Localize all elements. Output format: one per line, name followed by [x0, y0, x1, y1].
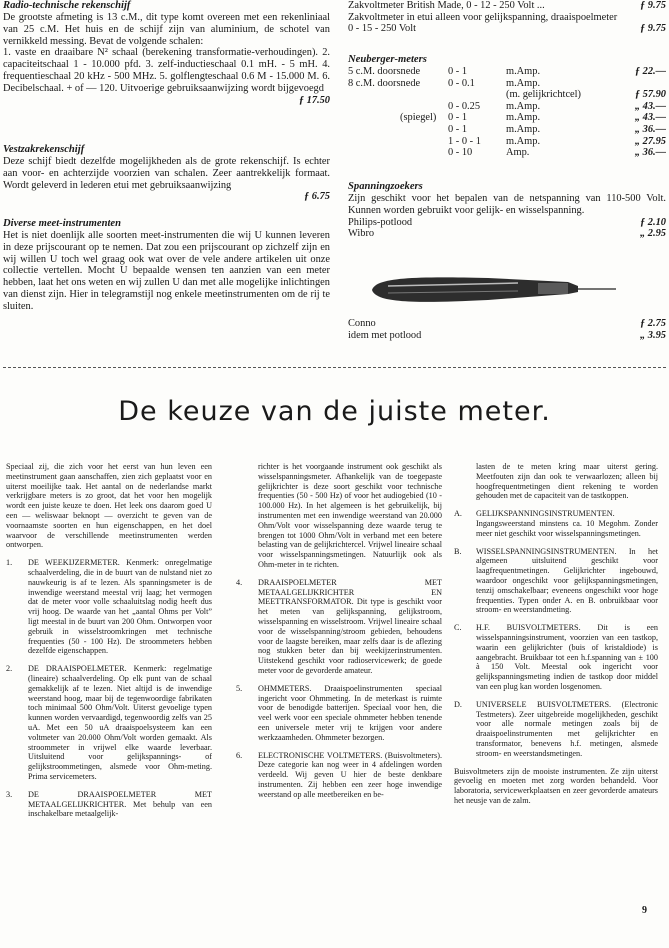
- zakvoltmeter-line2: Zakvoltmeter in etui alleen voor gelijkspanning, draaispoelmeter 0 - 15 - 250 Volt: [348, 11, 618, 35]
- item-letter: C.: [454, 623, 462, 633]
- spanningzoekers-conno: [348, 318, 666, 341]
- item-number: 3.: [6, 789, 13, 799]
- neuberger-row: [348, 147, 666, 159]
- neuberger-row: [348, 136, 666, 148]
- spanningzoeker-name: Conno: [348, 318, 376, 329]
- vestzak-price: ƒ 6.75: [304, 191, 330, 203]
- article-column-3: [454, 462, 658, 806]
- zakvoltmeter-line1: Zakvoltmeter British Made, 0 - 12 - 250 Volt ...: [348, 0, 545, 11]
- neuberger-row: [348, 89, 666, 101]
- item-number: 2.: [6, 664, 13, 674]
- diverse-heading: Diverse meet-instrumenten: [3, 218, 121, 229]
- neuberger-row: [348, 101, 666, 113]
- article-item-draaispoelmeter: DE DRAAISPOELMETER. Kenmerk: regelmatige (lineaire) schaalverdeling. Op elk punt van de schaal gemakkelijk af te lezen. Niet altijd is de inwendige weerstand hoog, maar bij de tegenwoordige fabrikaten toch minimaal 500 Ohm/Volt. Uiterst gevoelige typen kunnen worden vervaardigd, tegenwoordig zelfs van 25 uA. Met een 50 uA draaispoelsysteem kan een voltmeter van 20.000 Ohm/Volt worden gemaakt. Als stroommeter in vrijwel elke waarde leverbaar. Uitsluitend voor gelijkspannings- of gelijkstroommetingen, alsmede voor Ohm-meting. Prima servicemeters.: [28, 664, 212, 781]
- spanningzoeker-name: Philips-potlood: [348, 216, 413, 228]
- radio-rekenschijf-section: [3, 0, 330, 106]
- article-item-b: WISSELSPANNINGSINSTRUMENTEN. In het algemeen uitsluitend geschikt voor laagfrequentmetingen. Gelijkrichter ingebouwd, waardoor ongeschikt voor gelijkspanningsmetingen, tenzij omschakelbaar; eveneens ongeschikt voor hoge frequenties. Typen onder A. en B. onbruikbaar voor stroom- en weerstandmeting.: [476, 546, 658, 615]
- neuberger-unit: m.Amp.: [506, 77, 541, 89]
- radio-rekenschijf-body: De grootste afmeting is 13 c.M., dit type komt overeen met een rekenliniaal van 25 c.M. Het huis en de schijf zijn van aluminium, de schotel van vernikkeld messing. Bevat de volgende schalen:: [3, 12, 330, 47]
- diverse-body: Het is niet doenlijk alle soorten meet-instrumenten die wij U kunnen leveren in deze prijscourant op te nemen. Dat zou een prijscourant op zichzelf zijn en wij willen U toch wel graag ook wat over de vele andere artikelen uit onze collectie vertellen. Mocht U bepaalde wensen ten aanzien van een meter hebben, laat het ons weten en wij zullen U dan met alle mogelijke inlichtingen van dienst zijn. Hier in telegramstijl nog enkele meetinstrumenten om de rij te sluiten.: [3, 230, 330, 312]
- neuberger-row: [348, 78, 666, 90]
- article-item-ohmmeters: OHMMETERS. Draaispoelinstrumenten speciaal ingericht voor Ohmmeting. In de meterkast is ruimte voor de benodigde batterijen. Speciaal voor hen, die veel werk voor een speciale ohmmeter hebben tenende een universele meter vrij te krijgen voor andere werkzaamheden. Ohmmeter bezorgen.: [258, 683, 442, 742]
- neuberger-price: ƒ 22.—: [634, 66, 666, 77]
- article-item-d: UNIVERSELE BUISVOLTMETERS. (Electronic Testmeters). Zeer uitgebreide mogelijkheden, geschikt voor alle normale metingen zoals bij de draaispoelinstrumenten met gelijkrichter en transformator, benevens h.f. metingen, alsmede stroom- en weerstandsmetingen.: [476, 699, 658, 758]
- article-item-meettransformator: DRAAISPOELMETER MET METAALGELIJKRICHTER EN MEETTRANSFORMATOR. Dit type is geschikt voor het meten van gelijkspanning, gelijkstroom, wisselspanning en wisselstroom. Vrijwel lineaire schaal voor de wisselspanning/stroom gebieden, behoudens voor de laagste bereiken, maar zelfs daar is de aflezing nog stukken beter dan bij weekijzerinstrumenten. Uitstekend geschikt voor radioservicewerk; de goede meter voor de gevorderde amateur.: [258, 577, 442, 675]
- neuberger-size: 8 c.M. doorsnede: [348, 77, 421, 89]
- zakvoltmeter-price1: ƒ 9.75: [640, 0, 666, 11]
- neuberger-unit: (m. gelijkrichtcel): [506, 89, 582, 101]
- neuberger-price: „ 36.—: [634, 147, 666, 159]
- vestzak-section: [3, 144, 330, 203]
- item-letter: B.: [454, 546, 462, 556]
- spanningzoekers-heading: Spanningzoekers: [348, 181, 423, 192]
- vestzak-body: Deze schijf biedt dezelfde mogelijkheden als de grote rekenschijf. Is echter aan voor- en achterzijde voorzien van schalen. Zeer aantrekkelijk formaat. Wordt geleverd in lederen etui met gebruiksaanwijzing: [3, 156, 330, 191]
- zakvoltmeter-price2: ƒ 9.75: [640, 23, 666, 35]
- zakvoltmeter-section: [348, 0, 666, 35]
- article-continuation: lasten de te meten kring maar uiterst gering. Meetfouten zijn dan ook te verwaarlozen; alleen bij hoogfrequentmetingen dient rekening te worden gehouden met de capaciteit van de tastkoppen.: [476, 462, 658, 501]
- neuberger-unit: m.Amp.: [506, 66, 541, 77]
- item-number: 4.: [236, 577, 243, 587]
- spanningzoeker-name: Wibro: [348, 228, 375, 240]
- neuberger-range: 1 - 0 - 1: [448, 135, 481, 147]
- spanningzoeker-name: idem met potlood: [348, 329, 422, 341]
- neuberger-range: 0 - 1: [448, 112, 468, 124]
- item-number: 6.: [236, 750, 243, 760]
- spanningzoeker-price: ƒ 2.75: [640, 318, 666, 329]
- neuberger-unit: Amp.: [506, 147, 530, 159]
- article-column-1: [6, 462, 212, 819]
- neuberger-range: 0 - 0.1: [448, 77, 475, 89]
- diverse-section: [3, 218, 330, 313]
- radio-rekenschijf-heading: Radio-technische rekenschijf: [3, 0, 131, 11]
- article-continuation: richter is het voorgaande instrument ook geschikt als wisselspanningsmeter. Afhankelijk van de toegepaste gelijkrichter is deze soort geschikt voor technische frequenties (50 - 500 Hz) of voor het audiogebied (10 - 100.000 Hz). In het algemeen is het gebruikelijk, bij instrumenten met een inwendige weerstand van 20.000 Ohm/Volt voor wisselspanning deze waarde terug te brengen tot 1000 Ohm/Volt in verband met een betere belasting van de gelijkrichtercel. Vrijwel lineaire schaal voor wisselspanningsmetingen. Natuurlijk ook als Ohm-meter in te richten.: [258, 462, 442, 569]
- neuberger-unit: m.Amp.: [506, 123, 541, 135]
- neuberger-range: 0 - 10: [448, 147, 473, 159]
- spanningzoeker-price: „ 2.95: [640, 228, 666, 240]
- neuberger-row: [348, 124, 666, 136]
- neuberger-note: (spiegel): [400, 112, 437, 124]
- radio-rekenschijf-price: ƒ 17.50: [298, 94, 330, 106]
- article-intro: Speciaal zij, die zich voor het eerst van hun leven een meetinstrument gaan aanschaffen, zien zich geplaatst voor en uiterst moeilijke taak. Het aantal on de nederlandse markt verkrijgbare meters is zo groot, dat het voor hen mogelijk wordt een juiste keuze te doen. Het leek ons daarom goed U een — weliswaar beknopt — overzicht te geven van de voornaamste soorten en hun eigenschappen, en het doel waarvoor de verschillende meetinstrumenten werden ontworpen.: [6, 462, 212, 550]
- neuberger-unit: m.Amp.: [506, 100, 541, 112]
- item-number: 5.: [236, 683, 243, 693]
- article-title: De keuze van de juiste meter.: [118, 396, 551, 427]
- article-item-a: GELIJKSPANNINGSINSTRUMENTEN. Ingangsweerstand minstens ca. 10 Megohm. Zonder meer niet geschikt voor wisselspanningsmetingen.: [476, 509, 658, 538]
- neuberger-heading: Neuberger-meters: [348, 54, 427, 65]
- radio-rekenschijf-scales: 1. vaste en draaibare N² schaal (berekening transformatie-verhoudingen). 2. capaciteitschaal 1 - 10.000 pfd. 3. zelf-inductieschaal 0.1 mH. - 5 mH. 4. frequentieschaal 20 kHz - 500 MHz. 5. golflengteschaal 0.6 M - 15.000 M. 6. Decibelschaal. + of — 120. Uitvoerige gebruiksaanwijzing wordt bijgevoegd: [3, 47, 330, 94]
- neuberger-range: 0 - 0.25: [448, 100, 481, 112]
- item-number: 1.: [6, 558, 13, 568]
- spanningzoekers-body: Zijn geschikt voor het bepalen van de netspanning van 110-500 Volt. Kunnen worden gebruikt voor gelijk- en wisselspanning.: [348, 193, 666, 216]
- neuberger-section: [348, 54, 666, 159]
- neuberger-price: „ 36.—: [634, 123, 666, 135]
- spanningzoekers-section: [348, 181, 666, 240]
- neuberger-table: [348, 66, 666, 159]
- section-divider: [3, 367, 666, 368]
- neuberger-size: 5 c.M. doorsnede: [348, 66, 421, 77]
- neuberger-price: „ 43.—: [634, 112, 666, 124]
- neuberger-price: „ 43.—: [634, 100, 666, 112]
- page-number: 9: [642, 905, 647, 916]
- spanningzoeker-price: „ 3.95: [640, 329, 666, 341]
- neuberger-unit: m.Amp.: [506, 112, 541, 124]
- article-item-weekijzermeter: DE WEEKIJZERMETER. Kenmerk: onregelmatige schaalverdeling, die in de buurt van de nulstand niet zo nauwkeurig is af te lezen. Als spanningsmeter is de inwendige weerstand meestal vrij laag; het vermogen dat de meter voor volle schaaluitslag nodig heeft dus vrij hoog. De waarde van het „aantal Ohms per Volt” ligt meestal in de buurt van 200 Ohm. Ontworpen voor gebruik in wisselstroomkringen met technische frequenties (50 - 100 Hz). De stroommeters hebben dezelfde eigenschappen.: [28, 558, 212, 656]
- article-conclusion: Buisvoltmeters zijn de mooiste instrumenten. Ze zijn uiterst gevoelig en moeten met zorg worden behandeld. Voor laboratoria, servicewerkplaatsen en zeer gevorderde amateurs het neusje van de zalm.: [454, 766, 658, 805]
- neuberger-price: „ 27.95: [634, 135, 666, 147]
- item-letter: A.: [454, 509, 462, 519]
- neuberger-unit: m.Amp.: [506, 135, 541, 147]
- vestzak-heading: Vestzakrekenschijf: [3, 144, 85, 155]
- neuberger-range: 0 - 1: [448, 123, 468, 135]
- voltage-tester-pen-image: [368, 274, 618, 306]
- article-item-electronische: ELECTRONISCHE VOLTMETERS. (Buisvoltmeters). Deze categorie kan nog weer in 4 afdelingen worden verdeeld. Wij geven U hier de beste denkbare instrumenten. Zij hebben een zeer hoge inwendige weerstand op alle meetbereiken en be-: [258, 750, 442, 799]
- article-column-2: [236, 462, 442, 800]
- neuberger-price: ƒ 57.90: [634, 89, 666, 101]
- item-letter: D.: [454, 699, 462, 709]
- neuberger-range: 0 - 1: [448, 66, 468, 77]
- neuberger-row: [348, 66, 666, 78]
- article-item-gelijkrichter: DE DRAAISPOELMETER MET METAALGELIJKRICHTER. Met behulp van een inschakelbare metaalgelijk-: [28, 789, 212, 819]
- spanningzoeker-price: ƒ 2.10: [640, 216, 666, 228]
- neuberger-row: [348, 112, 666, 124]
- article-item-c: H.F. BUISVOLTMETERS. Dit is een wisselspanningsinstrument, voorzien van een tastkop, waarin een gelijkrichter (buis of kristaldiode) is aangebracht. Bruikbaar tot een h.f.spanning van ± 100 à 150 Volt. Meestal ook ingericht voor gelijkspanningsmeting indien de tastkop door middel van een plug kan worden losgenomen.: [476, 623, 658, 691]
